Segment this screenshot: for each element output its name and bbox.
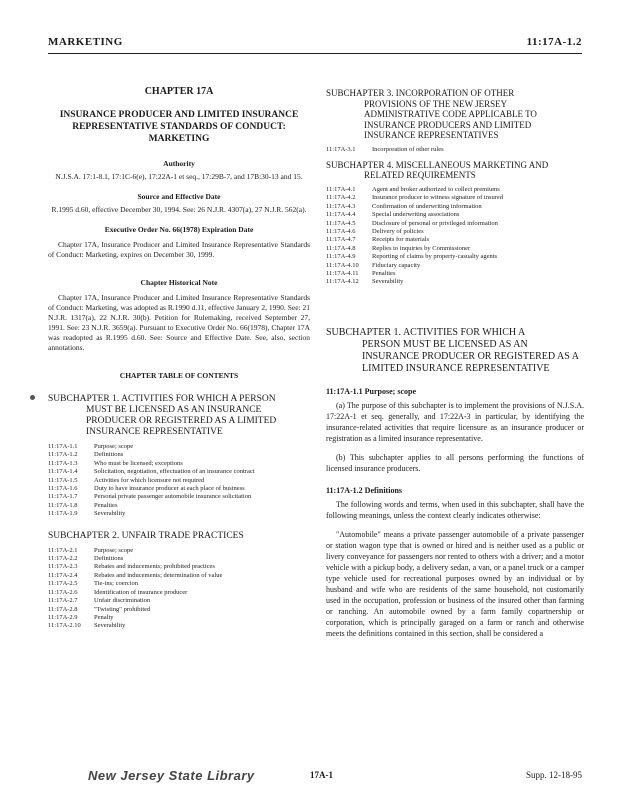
toc-entry: [48, 572, 310, 580]
toc-entry: [326, 146, 584, 154]
toc-entry-title: Rebates and inducements; prohibited practices: [94, 563, 215, 571]
chapter-title: INSURANCE PRODUCER AND LIMITED INSURANCE REPRESENTATIVE STANDARDS OF CONDUCT: MARKETING: [59, 110, 299, 144]
header-right: 11:17A-1.2: [526, 36, 582, 48]
toc-label: CHAPTER TABLE OF CONTENTS: [119, 371, 239, 380]
subchapter-2-list: [48, 547, 310, 631]
toc-entry: [326, 278, 584, 286]
section-1-1-para-a: (a) The purpose of this subchapter is to implement the provisions of N.J.S.A. 17:22A-1 et seq. generally, and 17:22A-3 in particular, by identifying the insurance-related activities that require licensure as an insurance producer or registration as a limited insurance representative.: [326, 400, 584, 443]
toc-entry-title: Unfair discrimination: [94, 597, 151, 605]
toc-entry-number: 11:17A-2.2: [48, 555, 78, 563]
toc-entry-number: 11:17A-2.8: [48, 605, 78, 613]
section-1-2-intro: The following words and terms, when used in this subchapter, shall have the following meanings, unless the context clearly indicates otherwise:: [326, 499, 584, 520]
toc-entry-number: 11:17A-4.2: [326, 194, 356, 202]
subchapter-1-list: [48, 443, 310, 519]
toc-entry: [326, 236, 584, 244]
toc-entry-number: 11:17A-4.1: [326, 185, 356, 193]
toc-entry-title: Delivery of policies: [372, 227, 424, 235]
toc-entry-number: 11:17A-1.4: [48, 468, 78, 476]
toc-entry: [48, 614, 310, 622]
toc-entry-title: Duty to have insurance producer at each place of business: [94, 485, 245, 493]
subchapter-1-section-title-cont: PERSON MUST BE LICENSED AS AN INSURANCE PRODUCER OR REGISTERED AS A LIMITED INSURANCE REPRESENTATIVE: [362, 338, 579, 374]
toc-entry-title: Definitions: [94, 451, 124, 459]
toc-entry-title: Penalty: [94, 613, 114, 621]
subchapter-2-heading: SUBCHAPTER 2. UNFAIR TRADE PRACTICES: [48, 530, 244, 541]
toc-entry: [326, 194, 584, 202]
toc-entry: [48, 589, 310, 597]
toc-entry: [48, 580, 310, 588]
right-column: [326, 58, 584, 639]
toc-entry-title: Special underwriting associations: [372, 211, 460, 219]
toc-entry: [326, 186, 584, 194]
toc-entry: [48, 547, 310, 555]
subchapter-3-heading: [326, 88, 584, 141]
footer: [48, 770, 582, 786]
section-1-2-automobile: "Automobile" means a private passenger automobile of a private passenger or station wagon type that is owned or hired and is neither used as a public or livery conveyance for passengers nor rented to others with a driver; and a motor vehicle with a pickup body, a delivery sedan, a van, or a panel truck or a camper type vehicle used for recreational purposes owned by an individual or by husband and wife who are residents of the same household, not customarily used in the occupation, profession or business of the insured other than farming or ranching. An automobile owned by a farm family copartnership or corporation, which is principally garaged on a farm or ranch and otherwise meets the definitions contained in this section, shall be considered a: [326, 529, 584, 638]
toc-entry: [48, 563, 310, 571]
toc-entry-title: Agent and broker authorized to collect premiums: [372, 185, 500, 193]
toc-entry: [48, 606, 310, 614]
toc-entry-number: 11:17A-1.7: [48, 493, 78, 501]
chapter-number: CHAPTER 17A: [144, 86, 214, 97]
toc-entry-title: Penalties: [372, 269, 396, 277]
toc-entry-title: Penalties: [94, 501, 118, 509]
toc-entry-title: Insurance producer to witness signature of insured: [372, 194, 504, 202]
exec-order-text: Chapter 17A, Insurance Producer and Limited Insurance Representative Standards of Conduct: Marketing, expires on December 30, 1999.: [48, 240, 310, 259]
subchapter-4-heading: [326, 160, 584, 181]
subchapter-1-title: SUBCHAPTER 1. ACTIVITIES FOR WHICH A PERSON: [48, 394, 276, 404]
toc-entry-title: Replies to inquiries by Commissioner: [372, 244, 471, 252]
toc-entry: [48, 502, 310, 510]
toc-entry: [326, 270, 584, 278]
subchapter-1-section-heading: [326, 327, 584, 375]
toc-entry: [48, 485, 310, 493]
toc-entry-number: 11:17A-4.8: [326, 244, 356, 252]
exec-order-label: Executive Order No. 66(1978) Expiration Date: [104, 225, 254, 234]
toc-entry-number: 11:17A-4.7: [326, 236, 356, 244]
supplement-date: Supp. 12-18-95: [526, 770, 582, 780]
toc-entry-number: 11:17A-2.9: [48, 613, 78, 621]
toc-entry-title: Receipts for materials: [372, 236, 430, 244]
section-1-1-heading: 11:17A-1.1 Purpose; scope: [326, 386, 416, 396]
toc-entry-number: 11:17A-2.6: [48, 588, 78, 596]
toc-entry: [326, 262, 584, 270]
toc-entry: [48, 477, 310, 485]
header-rule: [48, 53, 582, 54]
toc-entry-number: 11:17A-2.10: [48, 622, 81, 630]
toc-entry-title: Identification of insurance producer: [94, 588, 188, 596]
toc-entry-number: 11:17A-2.5: [48, 580, 78, 588]
left-column: [48, 58, 310, 631]
subchapter-1-heading: [48, 394, 310, 438]
authority-text: N.J.S.A. 17:1-8.1, 17:1C-6(e), 17:22A-1 et seq., 17:29B-7, and 17B:30-13 and 15.: [55, 172, 303, 181]
library-watermark: New Jersey State Library: [88, 768, 255, 783]
toc-entry: [48, 597, 310, 605]
toc-entry: [326, 203, 584, 211]
subchapter-4-list: [326, 186, 584, 287]
toc-entry-number: 11:17A-2.4: [48, 571, 78, 579]
authority-label: Authority: [163, 159, 195, 168]
toc-entry-title: Personal private passenger automobile insurance solicitation: [94, 493, 252, 501]
toc-entry-title: Solicitation, negotiation, effectuation of an insurance contract: [94, 468, 255, 476]
toc-entry-title: Purpose; scope: [94, 546, 134, 554]
toc-entry-title: Who must be licensed; exceptions: [94, 459, 183, 467]
toc-entry-number: 11:17A-4.12: [326, 278, 359, 286]
toc-entry-title: Definitions: [94, 555, 124, 563]
toc-entry-number: 11:17A-4.5: [326, 219, 356, 227]
toc-entry: [48, 510, 310, 518]
section-1-1-para-b: (b) This subchapter applies to all persons performing the functions of licensed insurance producers.: [326, 452, 584, 473]
toc-entry-number: 11:17A-1.8: [48, 501, 78, 509]
toc-entry-number: 11:17A-2.3: [48, 563, 78, 571]
page-number: 17A-1: [310, 770, 333, 780]
toc-entry-number: 11:17A-2.1: [48, 546, 78, 554]
toc-entry-title: Reporting of claims by property-casualty agents: [372, 253, 498, 261]
toc-entry-title: Confirmation of underwriting information: [372, 202, 482, 210]
toc-entry-number: 11:17A-4.9: [326, 253, 356, 261]
toc-entry-number: 11:17A-2.7: [48, 597, 78, 605]
toc-entry-title: Disclosure of personal or privileged information: [372, 219, 498, 227]
margin-mark: [30, 395, 35, 400]
toc-entry: [326, 228, 584, 236]
toc-entry-title: Tie-ins; coercion: [94, 580, 138, 588]
source-label: Source and Effective Date: [137, 192, 221, 201]
toc-entry-number: 11:17A-1.9: [48, 510, 78, 518]
toc-entry: [48, 622, 310, 630]
toc-entry: [48, 443, 310, 451]
subchapter-3-title-cont: PROVISIONS OF THE NEW JERSEY ADMINISTRATIVE CODE APPLICABLE TO INSURANCE PRODUCERS AND LIMITED INSURANCE REPRESENTATIVES: [364, 98, 537, 140]
subchapter-1-title-cont: MUST BE LICENSED AS AN INSURANCE PRODUCER OR REGISTERED AS A LIMITED INSURANCE REPRESENTATIVE: [86, 405, 277, 437]
toc-entry-number: 11:17A-4.6: [326, 227, 356, 235]
toc-entry: [48, 460, 310, 468]
toc-entry-number: 11:17A-1.1: [48, 443, 78, 450]
toc-entry-title: Rebates and inducements; determination of value: [94, 571, 223, 579]
toc-entry-number: 11:17A-1.5: [48, 476, 78, 484]
toc-entry-title: Fiduciary capacity: [372, 261, 421, 269]
toc-entry-title: "Twisting" prohibited: [94, 605, 151, 613]
toc-entry: [326, 211, 584, 219]
toc-entry-number: 11:17A-1.2: [48, 451, 78, 459]
header-left: MARKETING: [48, 36, 123, 48]
toc-entry: [48, 468, 310, 476]
toc-entry-title: Severability: [372, 278, 404, 286]
toc-entry-title: Activities for which licensure not required: [94, 476, 205, 484]
running-header: [48, 36, 582, 50]
subchapter-3-title: SUBCHAPTER 3. INCORPORATION OF OTHER: [326, 88, 515, 98]
section-1-2-heading: 11:17A-1.2 Definitions: [326, 485, 402, 495]
subchapter-3-list: [326, 146, 584, 154]
toc-entry-number: 11:17A-4.10: [326, 261, 359, 269]
toc-entry-title: Purpose; scope: [94, 443, 134, 450]
toc-entry: [326, 245, 584, 253]
toc-entry: [48, 493, 310, 501]
toc-entry-number: 11:17A-4.4: [326, 211, 356, 219]
subchapter-4-title: SUBCHAPTER 4. MISCELLANEOUS MARKETING AND: [326, 159, 549, 170]
toc-entry: [48, 555, 310, 563]
toc-entry: [326, 253, 584, 261]
toc-entry-number: 11:17A-1.3: [48, 459, 78, 467]
subchapter-1-section-title: SUBCHAPTER 1. ACTIVITIES FOR WHICH A: [326, 326, 526, 338]
historical-note-label: Chapter Historical Note: [140, 278, 218, 287]
subchapter-4-title-cont: RELATED REQUIREMENTS: [364, 170, 476, 181]
toc-entry-number: 11:17A-3.1: [326, 145, 356, 153]
toc-entry-number: 11:17A-4.3: [326, 202, 356, 210]
source-text: R.1995 d.60, effective December 30, 1994. See: 26 N.J.R. 4307(a), 27 N.J.R. 562(a).: [51, 205, 307, 214]
historical-note-text: Chapter 17A, Insurance Producer and Limited Insurance Representative Standards of Conduct: Marketing, was adopted as R.1990 d.11, effective January 2, 1990. See: 21 N.J.R. 1317(a), 22 N.J.R. 30(b). Petition for Rulemaking, received September 27, 1991. See: 23 N.J.R. 3659(a). Pursuant to Executive Order No. 66(1978), Chapter 17A was readopted as R.1995 d.60. See: Source and Effective Date. See, also, section annotations.: [48, 293, 310, 352]
toc-entry-number: 11:17A-1.6: [48, 485, 78, 493]
toc-entry: [326, 220, 584, 228]
toc-entry-title: Severability: [94, 622, 126, 630]
toc-entry: [48, 451, 310, 459]
toc-entry-number: 11:17A-4.11: [326, 269, 359, 277]
toc-entry-title: Severability: [94, 510, 126, 518]
toc-entry-title: Incorporation of other rules: [372, 145, 444, 153]
